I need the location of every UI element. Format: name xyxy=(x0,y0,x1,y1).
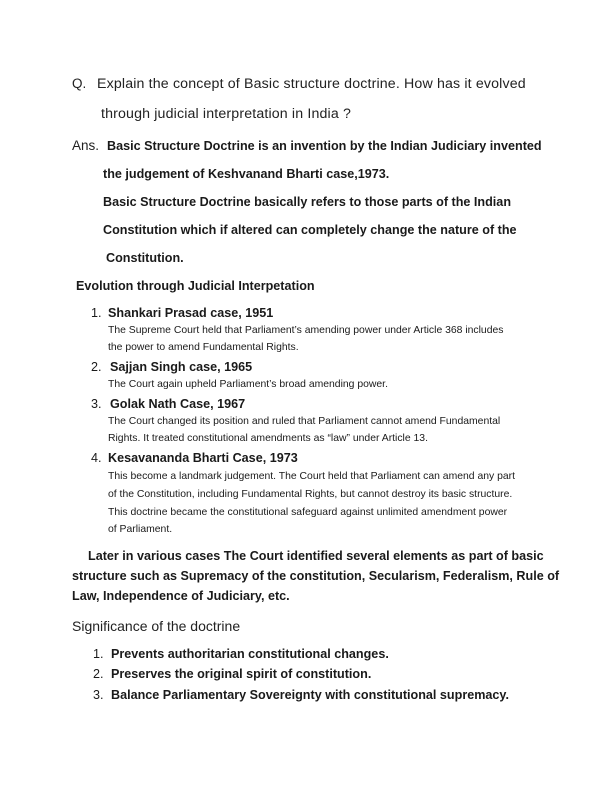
answer-line-3: Basic Structure Doctrine basically refers to those parts of the Indian xyxy=(103,195,512,209)
list-item-number: 4. xyxy=(91,451,102,465)
answer-line-2 xyxy=(103,167,389,181)
case-title: Golak Nath Case, 1967 xyxy=(110,397,246,411)
evolution-heading: Evolution through Judicial Interpetation xyxy=(76,279,315,293)
case-title: Shankari Prasad case, 1951 xyxy=(108,306,274,320)
case-title: Kesavananda Bharti Case, 1973 xyxy=(108,451,298,465)
case-description-line: The Court again upheld Parliament’s broad amending power. xyxy=(108,379,388,390)
list-item-number: 3. xyxy=(91,397,102,411)
answer-label: Ans. xyxy=(72,138,100,153)
significance-item: Balance Parliamentary Sovereignty with constitutional supremacy. xyxy=(111,688,509,702)
case-description-line: of Parliament. xyxy=(108,524,173,535)
question-label: Q. xyxy=(72,76,87,91)
answer-line-2-prefix: the judgement of xyxy=(103,167,208,181)
answer-line-4: Constitution which if altered can completely change the nature of the xyxy=(103,223,517,237)
answer-line-1: Basic Structure Doctrine is an invention by the Indian Judiciary invented xyxy=(107,139,542,153)
question-line-1: Explain the concept of Basic structure doctrine. How has it evolved xyxy=(97,76,526,92)
later-paragraph-line-1: Later in various cases The Court identified several elements as part of basic xyxy=(88,549,544,563)
later-paragraph-line-2: structure such as Supremacy of the constitution, Secularism, Federalism, Rule of xyxy=(72,569,560,583)
case-description-line: This doctrine became the constitutional safeguard against unlimited amendment power xyxy=(108,507,508,518)
list-item-number: 3. xyxy=(93,688,104,702)
significance-heading: Significance of the doctrine xyxy=(72,618,241,634)
answer-line-5: Constitution. xyxy=(106,251,184,265)
significance-item: Preserves the original spirit of constitution. xyxy=(111,667,372,681)
question-line-2: through judicial interpretation in India ? xyxy=(101,106,352,122)
case-description-line: of the Constitution, including Fundamental Rights, but cannot destroy its basic structure. xyxy=(108,489,513,500)
answer-case-name: Keshvanand Bharti case,1973. xyxy=(207,167,390,181)
case-description-line: The Court changed its position and ruled that Parliament cannot amend Fundamental xyxy=(108,416,501,427)
significance-item: Prevents authoritarian constitutional changes. xyxy=(111,647,389,661)
later-paragraph-line-3: Law, Independence of Judiciary, etc. xyxy=(72,589,290,603)
case-description-line: The Supreme Court held that Parliament’s amending power under Article 368 includes xyxy=(108,325,504,336)
case-description-line: This become a landmark judgement. The Court held that Parliament can amend any part xyxy=(108,471,515,482)
list-item-number: 2. xyxy=(91,360,102,374)
list-item-number: 2. xyxy=(93,667,104,681)
case-description-line: Rights. It treated constitutional amendments as “law” under Article 13. xyxy=(108,433,428,444)
list-item-number: 1. xyxy=(93,647,104,661)
list-item-number: 1. xyxy=(91,306,102,320)
case-description-line: the power to amend Fundamental Rights. xyxy=(108,342,299,353)
case-title: Sajjan Singh case, 1965 xyxy=(110,360,253,374)
